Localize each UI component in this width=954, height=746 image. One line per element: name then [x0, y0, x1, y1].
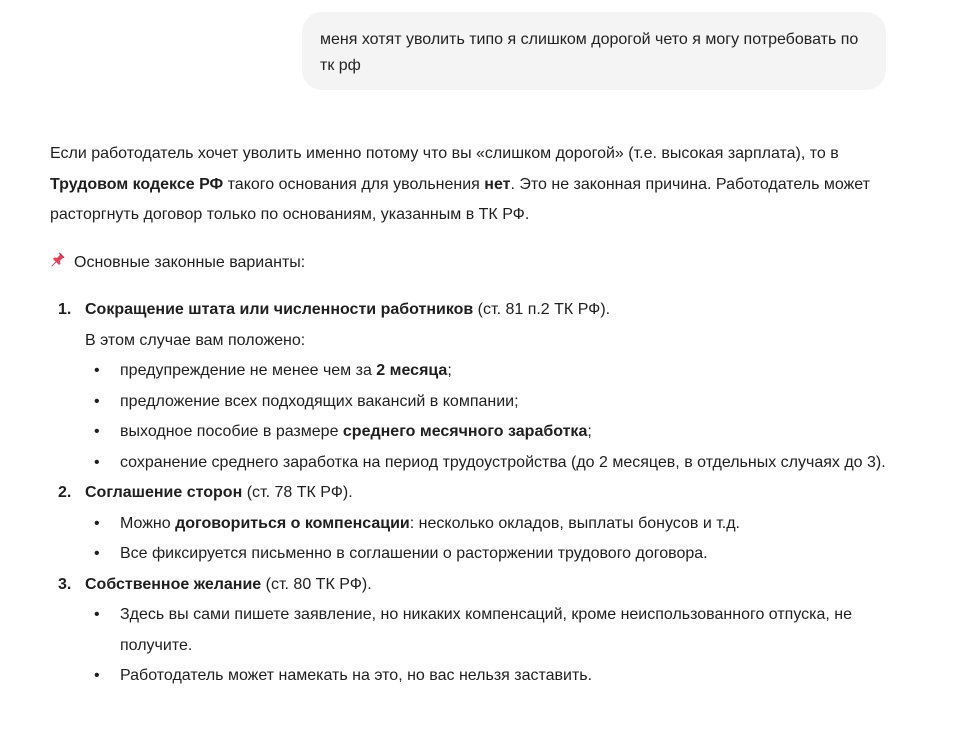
bullet-text: Все фиксируется письменно в соглашении о расторжении трудового договора.: [120, 545, 708, 562]
bullet-text: Здесь вы сами пишете заявление, но никаких компенсаций, кроме неиспользованного отпуска, не получите.: [120, 606, 853, 654]
option-title: Соглашение сторон: [85, 484, 243, 501]
pushpin-icon: [50, 248, 66, 279]
intro-text-2: такого основания для увольнения: [223, 175, 485, 193]
intro-text-3: . Это не законная причина. Работодатель может расторгнуть договор только по основаниям, указанным в ТК РФ.: [50, 175, 870, 223]
bullet-dot: •: [94, 423, 100, 440]
intro-text-1: Если работодатель хочет уволить именно потому что вы «слишком дорогой» (т.е. высокая зарплата), то в: [50, 145, 839, 162]
bullet-item: [85, 356, 910, 387]
option-bullets: [85, 356, 910, 478]
bullet-bold: договориться о компенсации: [175, 514, 410, 532]
user-message-text: меня хотят уволить типо я слишком дорогой чето я могу потребовать по тк рф: [320, 31, 859, 74]
bullet-text: предложение всех подходящих вакансий в компании;: [120, 392, 519, 410]
bullet-dot: •: [94, 606, 100, 623]
options-list: [50, 295, 910, 692]
option-ref: (ст. 78 ТК РФ).: [242, 484, 353, 501]
intro-paragraph: [50, 139, 910, 231]
bullet-text: предупреждение не менее чем за: [120, 362, 377, 379]
intro-bold-1: Трудовом кодексе РФ: [50, 175, 224, 193]
bullet-dot: •: [94, 667, 100, 684]
bullet-text-end: : несколько окладов, выплаты бонусов и т.д.: [409, 514, 740, 532]
bullet-text-end: ;: [447, 362, 452, 379]
option-subtext: В этом случае вам положено:: [85, 331, 306, 349]
bullet-text: Можно: [120, 514, 176, 532]
option-title: Собственное желание: [85, 575, 262, 593]
options-heading-text: Основные законные варианты:: [74, 253, 306, 271]
bullet-item: [85, 661, 910, 692]
option-item: [50, 570, 910, 692]
option-number: 2.: [58, 484, 72, 501]
bullet-item: [85, 387, 910, 418]
user-message-bubble: [302, 12, 886, 90]
bullet-bold: 2 месяца: [376, 362, 448, 379]
bullet-item: [85, 509, 910, 540]
assistant-response: [50, 139, 910, 692]
bullet-dot: •: [94, 545, 100, 562]
bullet-text: сохранение среднего заработка на период трудоустройства (до 2 месяцев, в отдельных случаях до 3).: [120, 453, 886, 471]
bullet-text-end: ;: [587, 423, 592, 440]
option-item: [50, 295, 910, 478]
option-item: [50, 478, 910, 570]
bullet-dot: •: [94, 362, 100, 379]
options-heading: [50, 248, 910, 279]
bullet-dot: •: [94, 514, 100, 532]
bullet-item: [85, 448, 910, 479]
bullet-item: [85, 539, 910, 570]
bullet-dot: •: [94, 453, 100, 471]
option-bullets: [85, 600, 910, 692]
option-ref: (ст. 80 ТК РФ).: [261, 575, 372, 593]
bullet-item: [85, 417, 910, 448]
bullet-bold: среднего месячного заработка: [342, 423, 588, 440]
bullet-text: Работодатель может намекать на это, но вас нельзя заставить.: [120, 667, 593, 684]
bullet-dot: •: [94, 392, 100, 410]
bullet-item: [85, 600, 910, 661]
bullet-text: выходное пособие в размере: [120, 423, 343, 440]
option-ref: (ст. 81 п.2 ТК РФ).: [473, 301, 611, 318]
option-title: Сокращение штата или численности работников: [85, 301, 474, 318]
option-bullets: [85, 509, 910, 570]
intro-bold-2: нет: [484, 175, 511, 193]
option-number: 3.: [58, 575, 72, 593]
option-number: 1.: [58, 301, 72, 318]
